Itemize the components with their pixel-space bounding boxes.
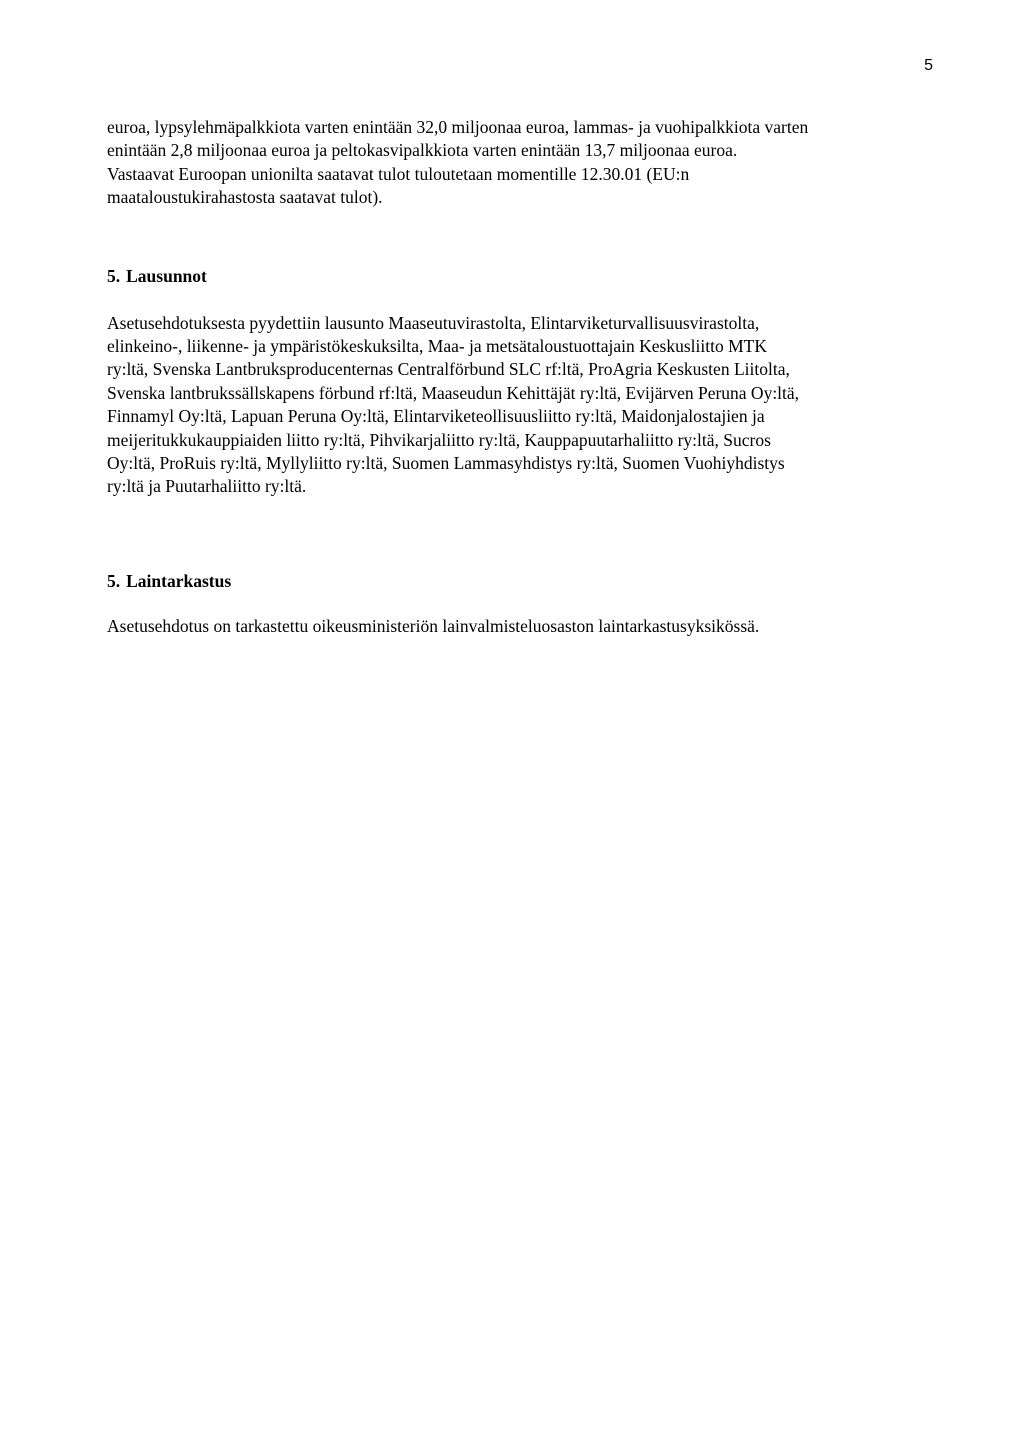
- section-heading-lausunnot: [107, 265, 927, 288]
- document-body: [107, 116, 927, 638]
- intro-paragraph: euroa, lypsylehmäpalkkiota varten enintään 32,0 miljoonaa euroa, lammas- ja vuohipalkkiota varten enintään 2,8 miljoonaa euroa ja peltokasvipalkkiota varten enintään 13,7 miljoonaa euroa. Vastaavat Euroopan unionilta saatavat tulot tuloutetaan momentille 12.30.01 (EU:n maataloustukirahastosta saatavat tulot).: [107, 117, 809, 208]
- section-heading-laintarkastus: [107, 570, 927, 593]
- laintarkastus-paragraph: Asetusehdotus on tarkastettu oikeusministeriön lainvalmisteluosaston laintarkastusyksikössä.: [107, 615, 760, 636]
- section-title: Laintarkastus: [126, 570, 232, 591]
- page-number: 5: [924, 57, 933, 74]
- section-title: Lausunnot: [126, 265, 207, 286]
- section-number: 5.: [107, 265, 121, 286]
- lausunnot-paragraph: Asetusehdotuksesta pyydettiin lausunto Maaseutuvirastolta, Elintarviketurvallisuusvirastolta, elinkeino-, liikenne- ja ympäristökeskuksilta, Maa- ja metsätaloustuottajain Keskusliitto MTK ry:ltä, Svenska Lantbruksproducenternas Centralförbund SLC rf:ltä, ProAgria Keskusten Liitolta, Svenska lantbrukssällskapens förbund rf:ltä, Maaseudun Kehittäjät ry:ltä, Evijärven Peruna Oy:ltä, Finnamyl Oy:ltä, Lapuan Peruna Oy:ltä, Elintarviketeollisuusliitto ry:ltä, Maidonjalostajien ja meijeritukkukauppiaiden liitto ry:ltä, Pihvikarjaliitto ry:ltä, Kauppapuutarhaliitto ry:ltä, Sucros Oy:ltä, ProRuis ry:ltä, Myllyliitto ry:ltä, Suomen Lammasyhdistys ry:ltä, Suomen Vuohiyhdistys ry:ltä ja Puutarhaliitto ry:ltä.: [107, 312, 800, 497]
- section-number: 5.: [107, 570, 121, 591]
